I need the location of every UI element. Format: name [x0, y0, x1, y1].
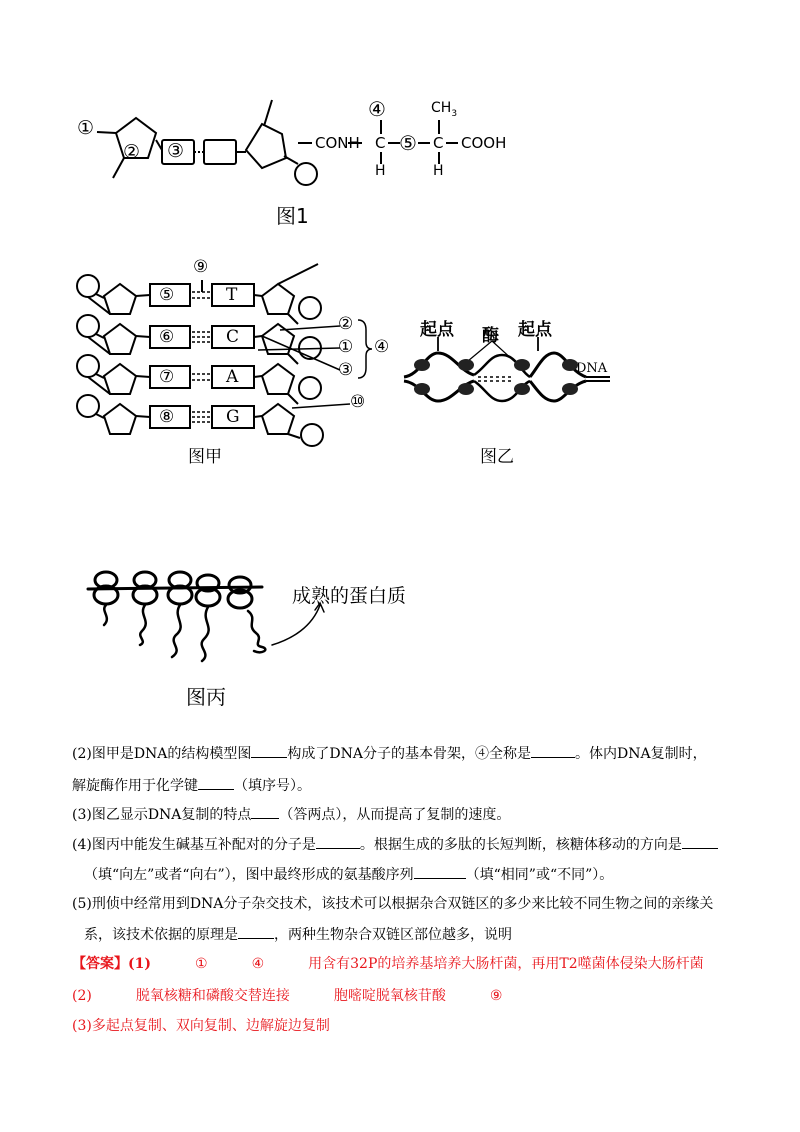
figure-1-methyl: $CH_3$	[431, 100, 458, 119]
question-2-line-2: 解旋酶作用于化学键 （填序号）。	[72, 775, 311, 796]
figure-1-carbon-1: C	[375, 134, 386, 152]
figure-yi-label: 图乙	[480, 447, 514, 467]
answer-line-3: (3)多起点复制、双向复制、边解旋边复制	[72, 1018, 330, 1034]
figure-1	[0, 0, 800, 230]
figure-1-label: 图1	[276, 204, 309, 228]
left-base-marker-3: ⑦	[159, 367, 175, 387]
dna-label: DNA	[576, 361, 608, 376]
origin-2-label: 起点	[518, 320, 552, 340]
figure-1-marker-2: ②	[123, 141, 141, 163]
base-g: G	[226, 407, 240, 427]
base-c: C	[226, 327, 240, 347]
blank-replication-features[interactable]	[251, 804, 279, 819]
figure-1-hydrogen-2: H	[433, 163, 444, 179]
answer-line-1: 【答案】(1) ① ④ 用含有32P的培养基培养大肠杆菌，再用T2噬菌体侵染大肠杆菌	[72, 956, 704, 972]
figure-bing-label: 图丙	[186, 685, 226, 709]
figure-1-marker-3: ③	[167, 140, 185, 162]
base-a: A	[226, 367, 239, 387]
blank-name-4[interactable]	[531, 743, 575, 758]
question-5-line-1: (5)刑侦中经常用到DNA分子杂交技术，该技术可以根据杂合双链区的多少来比较不同生物之间的亲缘关	[72, 896, 714, 912]
figure-jia-label: 图甲	[188, 447, 222, 467]
left-base-marker-1: ⑤	[159, 285, 175, 305]
blank-principle[interactable]	[238, 924, 274, 939]
question-2-line-1: (2)图甲是DNA的结构模型图 构成了DNA分子的基本骨架，④全称是 。体内DNA复制时，	[72, 743, 707, 764]
left-base-marker-2: ⑥	[159, 327, 175, 347]
enzyme-label: 酶	[482, 326, 499, 346]
question-4-line-1: (4)图丙中能发生碱基互补配对的分子是 。根据生成的多肽的长短判断，核糖体移动的方向是	[72, 834, 718, 855]
figure-bing	[0, 555, 800, 715]
figure-1-marker-4: ④	[368, 97, 386, 121]
question-4-line-2: （填“向左”或者“向右”），图中最终形成的氨基酸序列 （填“相同”或“不同”）。	[84, 864, 613, 885]
blank-backbone[interactable]	[251, 743, 287, 758]
figure-1-diagram	[0, 0, 800, 230]
left-base-marker-4: ⑧	[159, 407, 175, 427]
marker-10: ⑩	[350, 392, 366, 412]
pointer-marker-2: ②	[338, 314, 354, 334]
blank-ribosome-direction[interactable]	[682, 834, 718, 849]
figure-1-carbon-2: C	[433, 134, 444, 152]
question-5-line-2: 系，该技术依据的原理是 ，两种生物杂合双链区部位越多，说明	[84, 924, 512, 945]
origin-1-label: 起点	[420, 320, 454, 340]
blank-pairing-molecules[interactable]	[316, 834, 360, 849]
figure-jia	[0, 250, 400, 470]
pointer-marker-3: ③	[338, 360, 354, 380]
blank-sequence-same[interactable]	[414, 864, 466, 879]
mature-protein-label: 成熟的蛋白质	[292, 585, 407, 607]
figure-bing-diagram	[0, 555, 460, 665]
figure-1-hydrogen-1: H	[375, 163, 386, 179]
figure-1-cooh: COOH	[461, 134, 507, 152]
base-t: T	[226, 285, 238, 305]
blank-helicase-bond[interactable]	[198, 775, 234, 790]
figure-1-conh: CONH	[315, 134, 360, 152]
answer-line-2: (2) 脱氧核糖和磷酸交替连接 胞嘧啶脱氧核苷酸 ⑨	[72, 988, 503, 1004]
figure-yi	[390, 315, 630, 475]
pointer-marker-1: ①	[338, 337, 354, 357]
question-3: (3)图乙显示DNA复制的特点 （答两点），从而提高了复制的速度。	[72, 804, 510, 825]
figure-1-marker-1: ①	[77, 117, 95, 139]
figure-1-marker-5: ⑤	[399, 131, 417, 155]
brace-marker-4: ④	[374, 337, 390, 357]
marker-9: ⑨	[193, 257, 209, 277]
